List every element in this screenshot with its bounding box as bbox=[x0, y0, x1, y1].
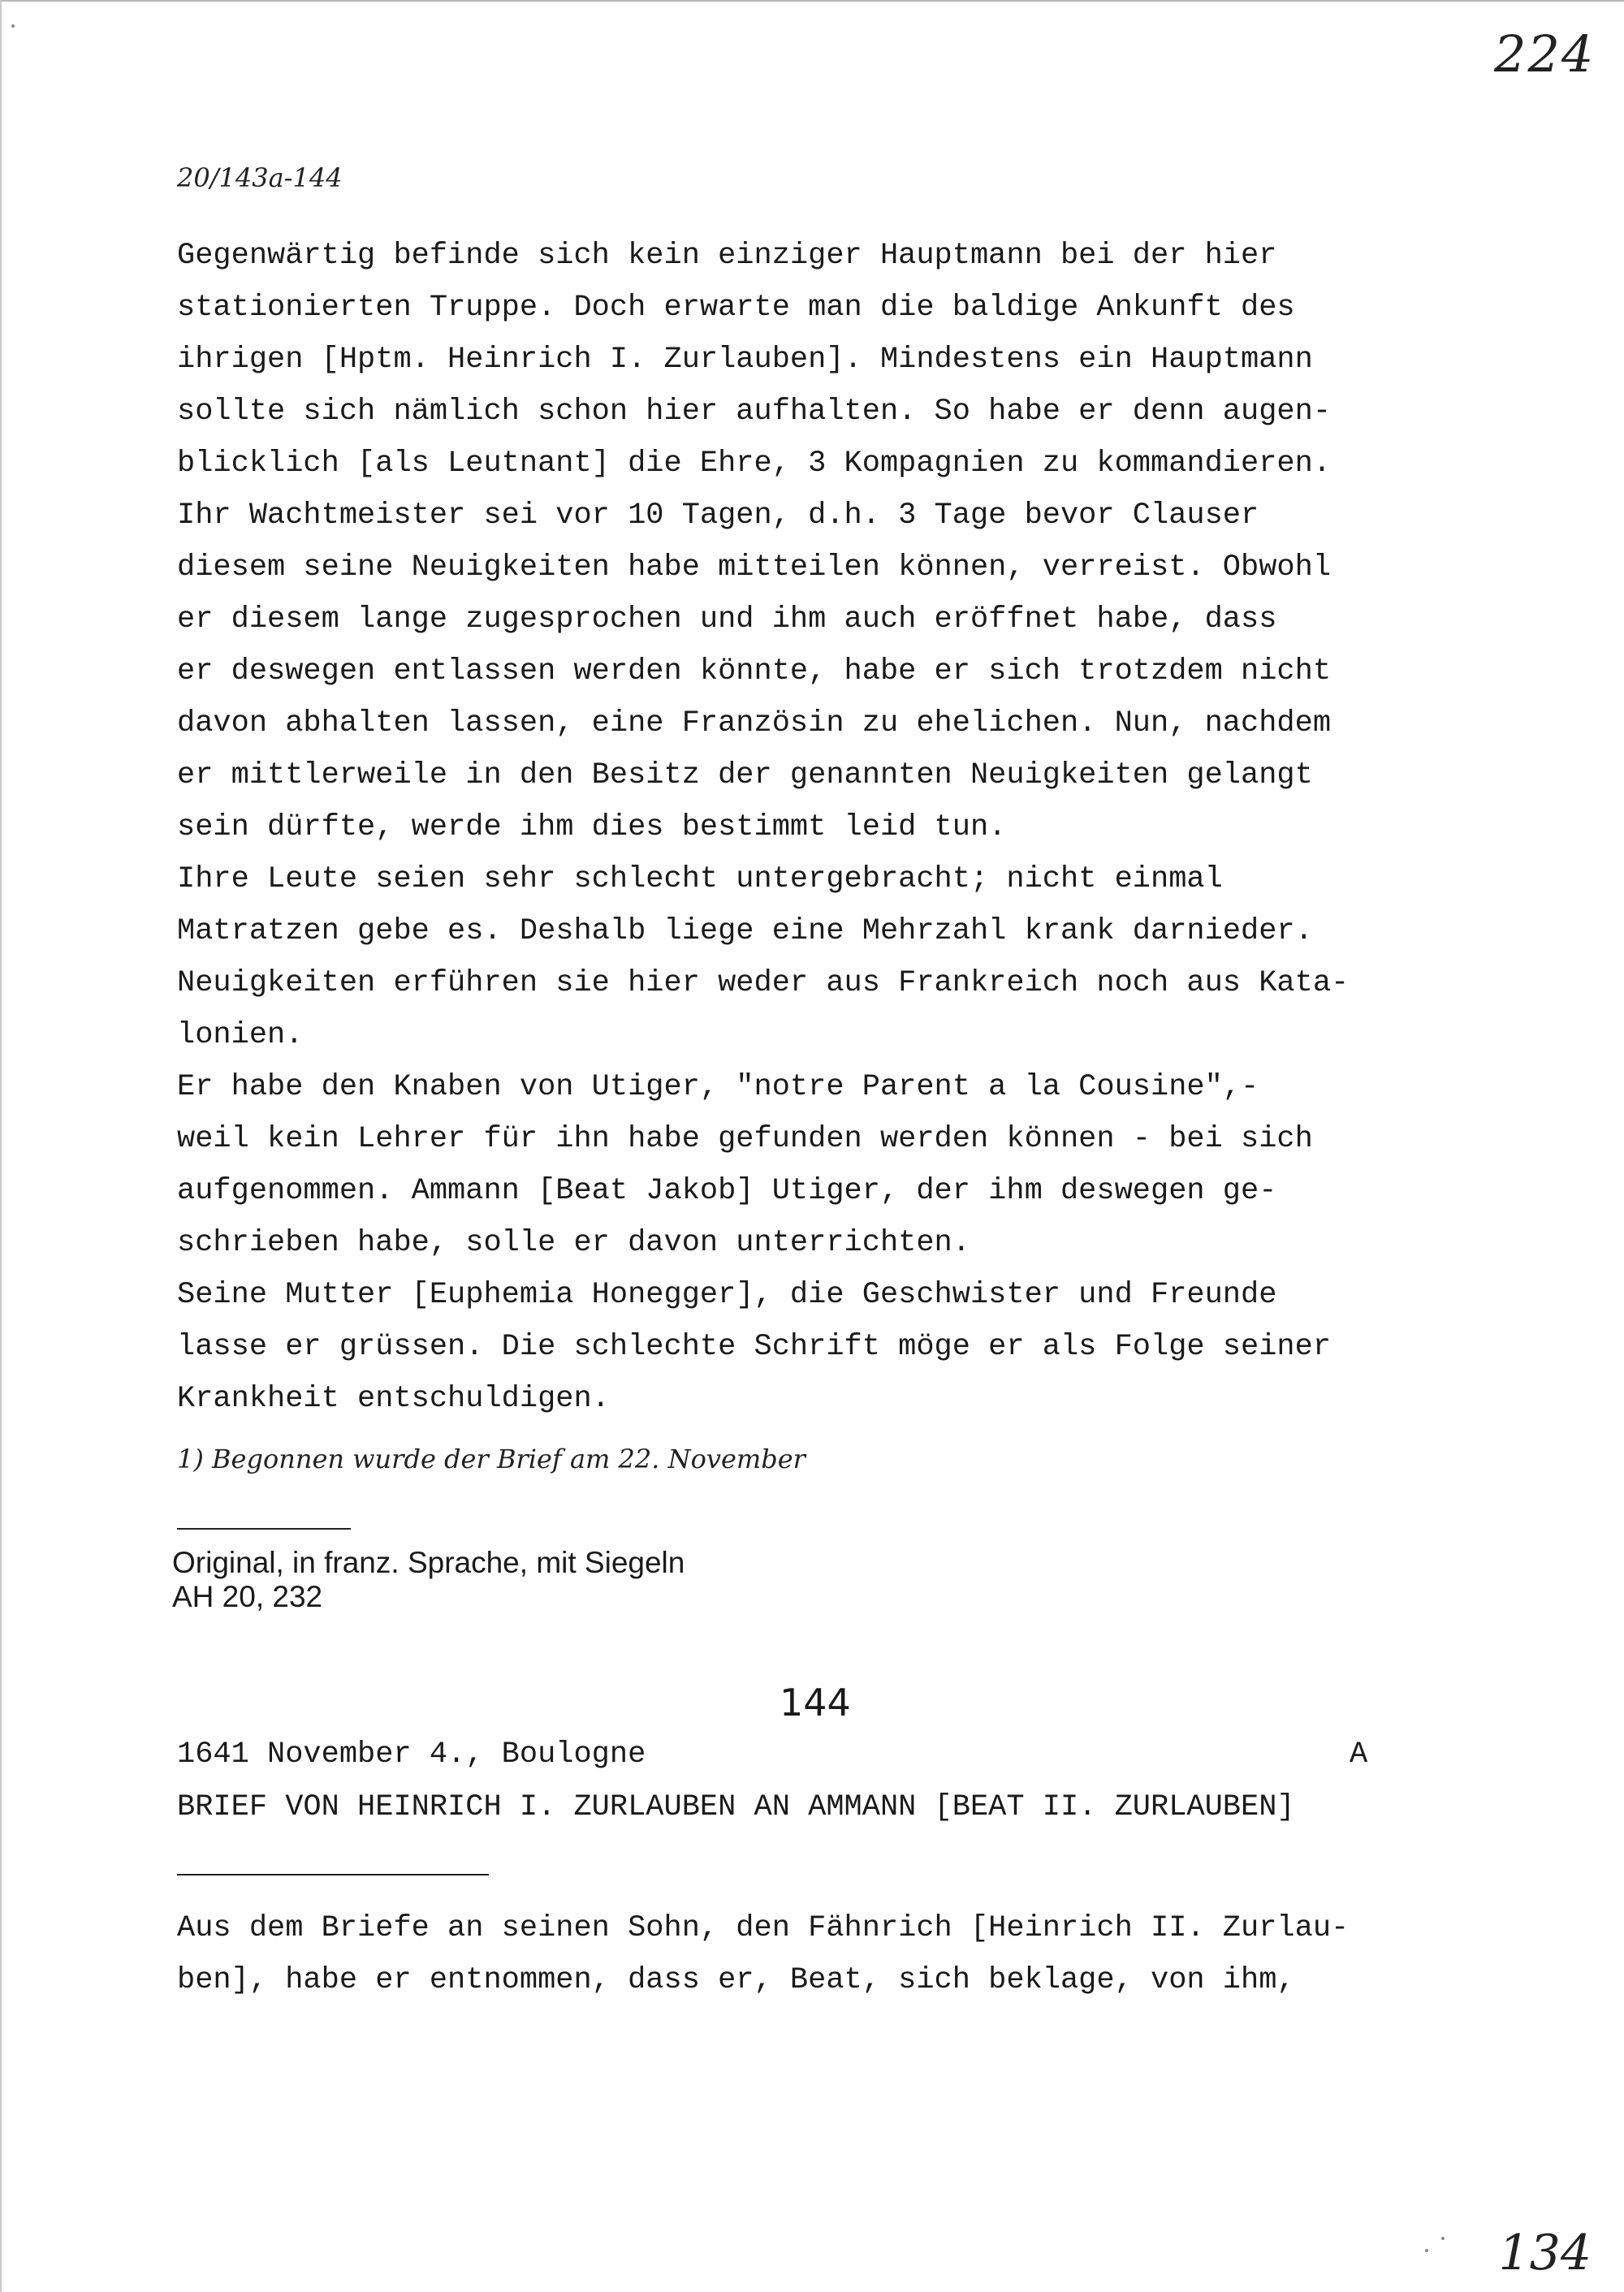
footnote: 1) Begonnen wurde der Brief am 22. November bbox=[177, 1444, 806, 1474]
body-line: Ihre Leute seien sehr schlecht untergebracht; nicht einmal bbox=[177, 862, 1223, 896]
body-line: Gegenwärtig befinde sich kein einziger Hauptmann bei der hier bbox=[177, 239, 1277, 273]
title-divider bbox=[177, 1874, 489, 1875]
body-line: lonien. bbox=[177, 1018, 304, 1052]
body-line: ben], habe er entnommen, dass er, Beat, sich beklage, von ihm, bbox=[177, 1963, 1295, 1997]
body-line: blicklich [als Leutnant] die Ehre, 3 Kompagnien zu kommandieren. bbox=[177, 447, 1332, 481]
letter-143-body bbox=[177, 230, 1476, 1425]
body-line: Seine Mutter [Euphemia Honegger], die Geschwister und Freunde bbox=[177, 1278, 1277, 1312]
body-line: Matratzen gebe es. Deshalb liege eine Mehrzahl krank darnieder. bbox=[177, 914, 1313, 948]
document-number: 144 bbox=[780, 1681, 851, 1724]
body-line: davon abhalten lassen, eine Französin zu ehelichen. Nun, nachdem bbox=[177, 706, 1332, 740]
body-line: Neuigkeiten erführen sie hier weder aus Frankreich noch aus Kata- bbox=[177, 966, 1350, 1000]
source-line: AH 20, 232 bbox=[172, 1580, 323, 1613]
body-line: schrieben habe, solle er davon unterrichten. bbox=[177, 1226, 970, 1260]
source-divider bbox=[177, 1528, 351, 1530]
body-line: ihrigen [Hptm. Heinrich I. Zurlauben]. Mindestens ein Hauptmann bbox=[177, 343, 1313, 377]
source-line: Original, in franz. Sprache, mit Siegeln bbox=[172, 1546, 685, 1579]
scan-speck bbox=[1425, 2249, 1428, 2252]
body-line: stationierten Truppe. Doch erwarte man die baldige Ankunft des bbox=[177, 291, 1295, 325]
body-line: Krankheit entschuldigen. bbox=[177, 1382, 610, 1416]
body-line: er diesem lange zugesprochen und ihm auch eröffnet habe, dass bbox=[177, 602, 1277, 637]
body-line: Aus dem Briefe an seinen Sohn, den Fähnrich [Heinrich II. Zurlau- bbox=[177, 1911, 1350, 1945]
body-line: sein dürfte, werde ihm dies bestimmt leid tun. bbox=[177, 810, 1007, 844]
date-place-line: 1641 November 4., Boulogne bbox=[177, 1737, 646, 1772]
document-marker: A bbox=[1350, 1737, 1368, 1772]
handwritten-page-number: 224 bbox=[1494, 24, 1596, 84]
scan-speck bbox=[11, 24, 15, 28]
document-reference: 20/143a-144 bbox=[177, 162, 343, 193]
body-line: lasse er grüssen. Die schlechte Schrift möge er als Folge seiner bbox=[177, 1330, 1332, 1364]
page-edge-left bbox=[0, 0, 2, 2292]
handwritten-archive-number: 134 bbox=[1498, 2225, 1592, 2281]
body-line: Er habe den Knaben von Utiger, "notre Parent a la Cousine",- bbox=[177, 1070, 1259, 1104]
body-line: diesem seine Neuigkeiten habe mitteilen können, verreist. Obwohl bbox=[177, 550, 1332, 585]
body-line: er deswegen entlassen werden könnte, habe er sich trotzdem nicht bbox=[177, 654, 1332, 688]
letter-title: BRIEF VON HEINRICH I. ZURLAUBEN AN AMMANN [BEAT II. ZURLAUBEN] bbox=[177, 1790, 1295, 1824]
letter-144-body bbox=[177, 1902, 1476, 2006]
body-line: aufgenommen. Ammann [Beat Jakob] Utiger, der ihm deswegen ge- bbox=[177, 1174, 1277, 1208]
source-note bbox=[172, 1546, 685, 1614]
scan-speck bbox=[1441, 2237, 1445, 2240]
body-line: sollte sich nämlich schon hier aufhalten. So habe er denn augen- bbox=[177, 395, 1332, 429]
page-edge-top bbox=[0, 0, 1624, 2]
body-line: er mittlerweile in den Besitz der genannten Neuigkeiten gelangt bbox=[177, 758, 1313, 792]
body-line: Ihr Wachtmeister sei vor 10 Tagen, d.h. 3 Tage bevor Clauser bbox=[177, 499, 1259, 533]
body-line: weil kein Lehrer für ihn habe gefunden werden können - bei sich bbox=[177, 1122, 1313, 1156]
